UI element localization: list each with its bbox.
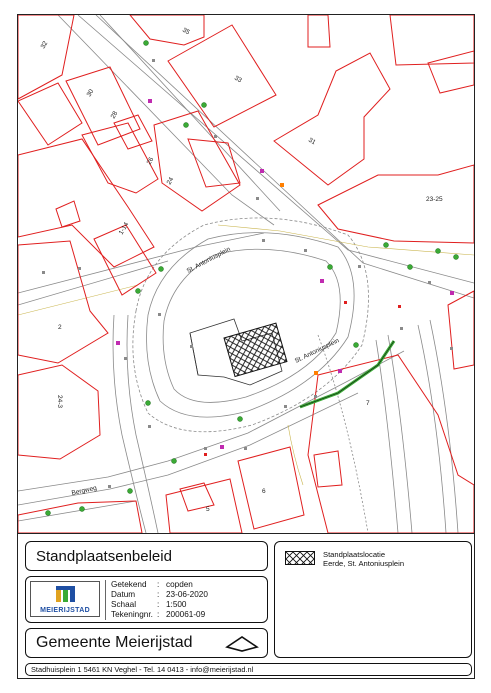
grey-points	[42, 59, 453, 488]
municipality-box	[25, 628, 268, 658]
house-number: 26	[145, 156, 156, 166]
map-canvas	[18, 15, 474, 533]
legend-location: Eerde, St. Antoniusplein	[323, 559, 405, 568]
north-arrow-icon	[225, 635, 259, 653]
map-title: Standplaatsenbeleid	[36, 548, 172, 565]
map-view[interactable]	[18, 15, 474, 533]
legend-label: Standplaatslocatie	[323, 550, 386, 559]
info-row: Datum : 23-06-2020	[111, 590, 208, 599]
street-label-2: St. Antoniusplein	[293, 337, 341, 365]
orange-points	[280, 183, 318, 375]
map-sheet	[17, 14, 475, 679]
drawing-info	[105, 580, 267, 620]
legend-box	[274, 541, 472, 658]
house-number: 35	[181, 26, 191, 37]
title-box	[25, 541, 268, 571]
info-row: Getekend : copden	[111, 580, 193, 589]
house-number: 5	[206, 506, 210, 513]
info-row: Tekeningnr. : 200061-09	[111, 610, 206, 619]
house-number: 24-3	[56, 395, 63, 409]
house-number: 32	[39, 40, 50, 50]
house-number: 30	[85, 88, 96, 98]
house-number: 6	[262, 488, 266, 495]
street-label-3: Bergweg	[70, 484, 98, 497]
red-points	[204, 301, 401, 456]
house-number: 1-14	[117, 221, 131, 236]
info-box	[25, 576, 268, 623]
street-label-1: St. Antoniusplein	[185, 245, 232, 275]
house-number: 2	[58, 324, 62, 331]
stand-location-area[interactable]	[224, 323, 287, 376]
meierijstad-logo	[30, 581, 100, 617]
logo-mark-icon	[55, 584, 77, 604]
house-number: 31	[307, 136, 317, 147]
logo-text: MEIERIJSTAD	[40, 607, 90, 614]
house-number: 24	[165, 176, 176, 186]
hatch-swatch-icon	[285, 551, 315, 565]
house-number: 28	[109, 110, 120, 120]
address-line: Stadhuisplein 1 5461 KN Veghel - Tel. 14 0413 - info@meierijstad.nl	[31, 665, 254, 674]
info-row: Schaal : 1:500	[111, 600, 187, 609]
address-box	[25, 663, 472, 676]
legend-entry	[323, 550, 404, 568]
municipality-name: Gemeente Meierijstad	[36, 634, 193, 651]
house-number: 33	[233, 74, 243, 85]
house-number: 7	[366, 400, 370, 407]
title-block	[18, 533, 474, 680]
house-number: 23-25	[426, 196, 443, 203]
